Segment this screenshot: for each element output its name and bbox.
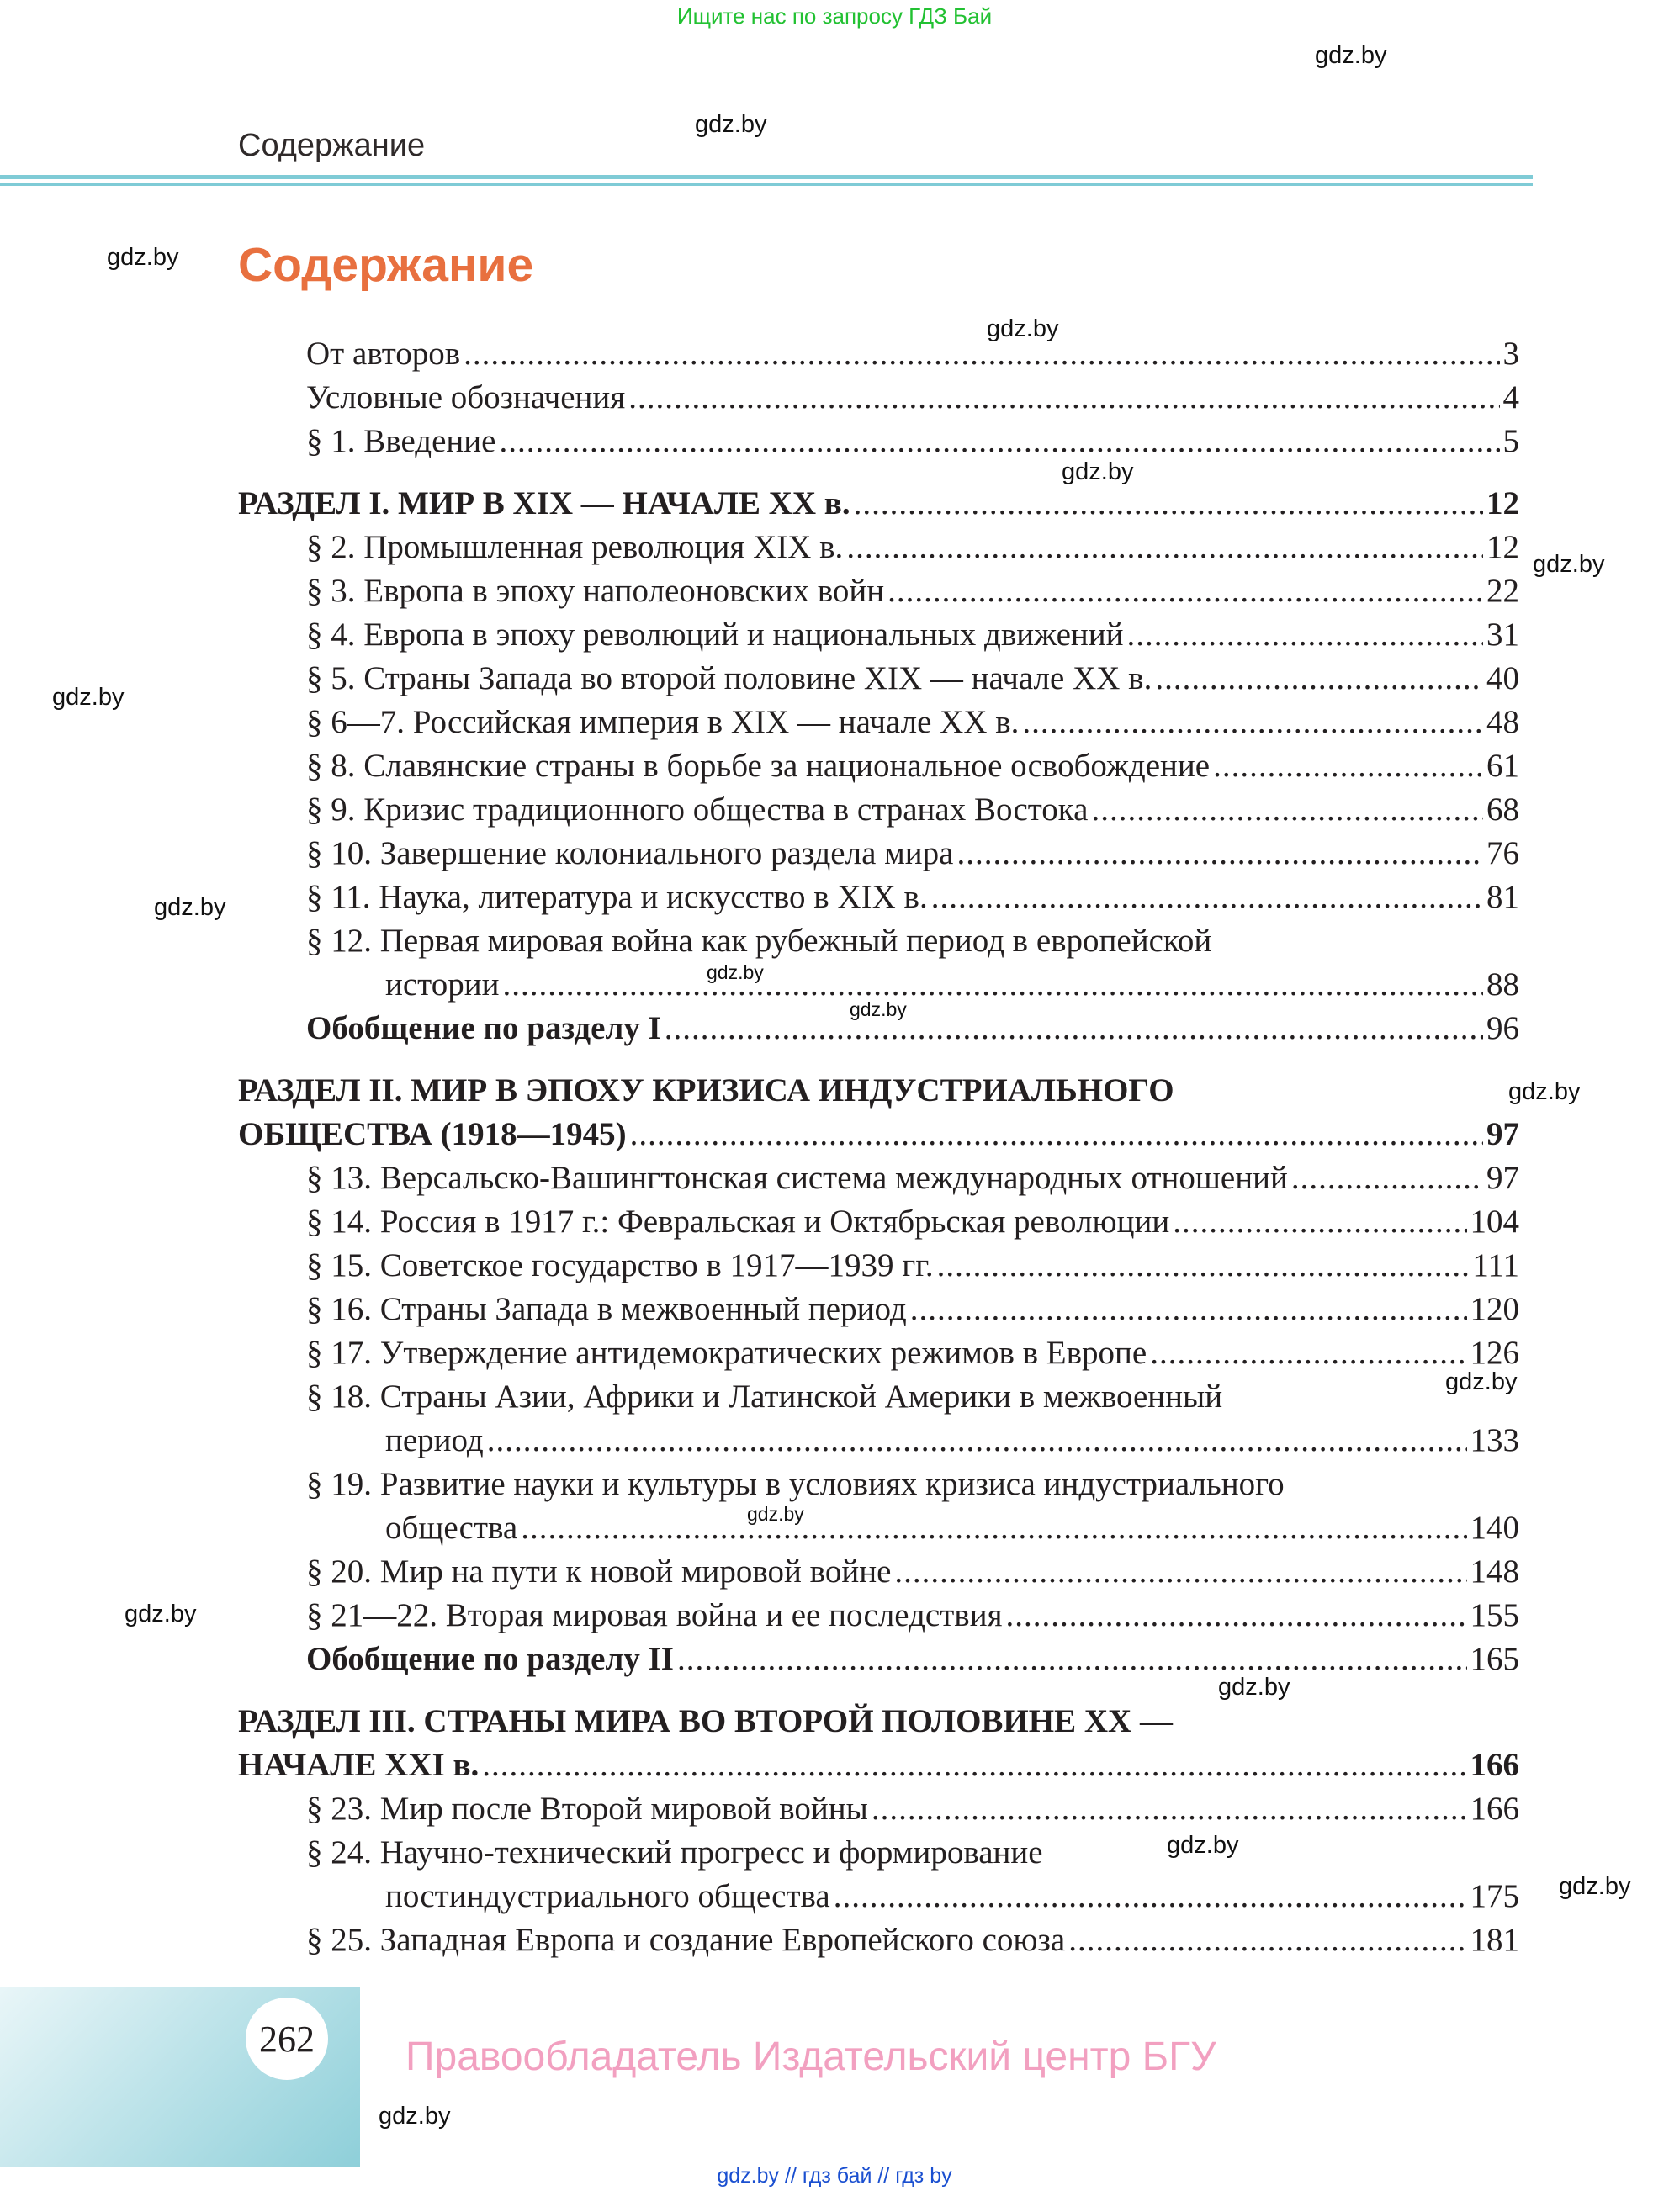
- watermark: gdz.by: [1533, 551, 1605, 578]
- watermark: gdz.by: [987, 315, 1059, 342]
- toc-section-heading[interactable]: РАЗДЕЛ II. МИР В ЭПОХУ КРИЗИСА ИНДУСТРИАЛЬНОГО: [238, 1072, 1174, 1109]
- toc-entry-line[interactable]: § 18. Страны Азии, Африки и Латинской Америки в межвоенный: [306, 1379, 1223, 1415]
- toc-title: Содержание: [238, 238, 534, 292]
- toc-entry[interactable]: § 10. Завершение колониального раздела мира ..... 76: [306, 832, 1519, 876]
- watermark: gdz.by: [1167, 1832, 1239, 1859]
- watermark: gdz.by: [747, 1503, 804, 1525]
- toc-entry-line[interactable]: § 24. Научно-технический прогресс и формирование: [306, 1834, 1043, 1871]
- toc-entry[interactable]: § 14. Россия в 1917 г.: Февральская и Октябрьская революции ..... 104: [306, 1200, 1519, 1244]
- toc-section-heading[interactable]: НАЧАЛЕ XXI в. ..... 166: [238, 1744, 1519, 1787]
- watermark: gdz.by: [1315, 42, 1387, 69]
- watermark: gdz.by: [125, 1601, 197, 1627]
- watermark: gdz.by: [52, 684, 125, 711]
- watermark: gdz.by: [695, 111, 767, 138]
- watermark: gdz.by: [1218, 1674, 1290, 1701]
- toc-entry[interactable]: § 17. Утверждение антидемократических режимов в Европе ..... 126: [306, 1331, 1519, 1375]
- watermark: gdz.by: [850, 998, 907, 1020]
- toc-summary[interactable]: Обобщение по разделу I ..... 96: [306, 1007, 1519, 1050]
- running-head: Содержание: [238, 128, 426, 163]
- page-number: 262: [246, 1998, 328, 2080]
- toc-entry[interactable]: § 25. Западная Европа и создание Европейского союза ..... 181: [306, 1918, 1519, 1962]
- toc-section-heading[interactable]: ОБЩЕСТВА (1918—1945) ..... 97: [238, 1113, 1519, 1156]
- toc-entry[interactable]: § 1. Введение ..... 5: [306, 420, 1519, 463]
- bottom-links[interactable]: gdz.by // гдз бай // гдз by: [717, 2164, 952, 2188]
- toc-summary[interactable]: Обобщение по разделу II ..... 165: [306, 1638, 1519, 1681]
- toc-entry[interactable]: § 5. Страны Запада во второй половине XIX — начале XX в. ..... 40: [306, 657, 1519, 701]
- toc-entry[interactable]: общества ..... 140: [385, 1506, 1519, 1550]
- toc-entry[interactable]: § 20. Мир на пути к новой мировой войне ..... 148: [306, 1550, 1519, 1594]
- copyright-notice: Правообладатель Издательский центр БГУ: [405, 2035, 1216, 2079]
- toc-entry[interactable]: период ..... 133: [385, 1419, 1519, 1463]
- toc-section-heading[interactable]: РАЗДЕЛ III. СТРАНЫ МИРА ВО ВТОРОЙ ПОЛОВИНЕ XX —: [238, 1703, 1173, 1739]
- toc-entry[interactable]: истории ..... 88: [385, 963, 1519, 1007]
- watermark: gdz.by: [1508, 1078, 1581, 1105]
- watermark: gdz.by: [1062, 458, 1134, 485]
- watermark: gdz.by: [107, 244, 179, 271]
- watermark: gdz.by: [1445, 1368, 1518, 1395]
- toc-entry-line[interactable]: § 19. Развитие науки и культуры в условиях кризиса индустриального: [306, 1466, 1285, 1502]
- toc-entry[interactable]: § 9. Кризис традиционного общества в странах Востока ..... 68: [306, 788, 1519, 832]
- toc-entry[interactable]: § 6—7. Российская империя в XIX — начале XX в. ..... 48: [306, 701, 1519, 744]
- toc-entry[interactable]: § 2. Промышленная революция XIX в. ..... 12: [306, 526, 1519, 569]
- toc-entry-line[interactable]: § 12. Первая мировая война как рубежный период в европейской: [306, 923, 1212, 959]
- watermark: gdz.by: [154, 894, 226, 921]
- toc-entry[interactable]: § 3. Европа в эпоху наполеоновских войн ..... 22: [306, 569, 1519, 613]
- toc-section-heading[interactable]: РАЗДЕЛ I. МИР В XIX — НАЧАЛЕ XX в. ..... 12: [238, 482, 1519, 526]
- toc-entry[interactable]: § 8. Славянские страны в борьбе за национальное освобождение ..... 61: [306, 744, 1519, 788]
- toc-entry[interactable]: § 11. Наука, литература и искусство в XIX в. ..... 81: [306, 876, 1519, 919]
- toc-entry[interactable]: постиндустриального общества ..... 175: [385, 1875, 1519, 1918]
- top-banner[interactable]: Ищите нас по запросу ГДЗ Бай: [676, 3, 993, 29]
- toc-entry[interactable]: § 23. Мир после Второй мировой войны ..... 166: [306, 1787, 1519, 1831]
- toc-entry[interactable]: Условные обозначения ..... 4: [306, 376, 1519, 420]
- toc-entry[interactable]: § 21—22. Вторая мировая война и ее последствия ..... 155: [306, 1594, 1519, 1638]
- watermark: gdz.by: [707, 961, 764, 983]
- toc-entry[interactable]: § 16. Страны Запада в межвоенный период ..... 120: [306, 1288, 1519, 1331]
- toc-entry[interactable]: § 13. Версальско-Вашингтонская система международных отношений ..... 97: [306, 1156, 1519, 1200]
- toc-entry[interactable]: § 15. Советское государство в 1917—1939 гг. ..... 111: [306, 1244, 1519, 1288]
- watermark: gdz.by: [379, 2103, 451, 2130]
- watermark: gdz.by: [1559, 1873, 1631, 1900]
- toc-entry[interactable]: От авторов ..... 3: [306, 332, 1519, 376]
- toc-entry[interactable]: § 4. Европа в эпоху революций и национальных движений ..... 31: [306, 613, 1519, 657]
